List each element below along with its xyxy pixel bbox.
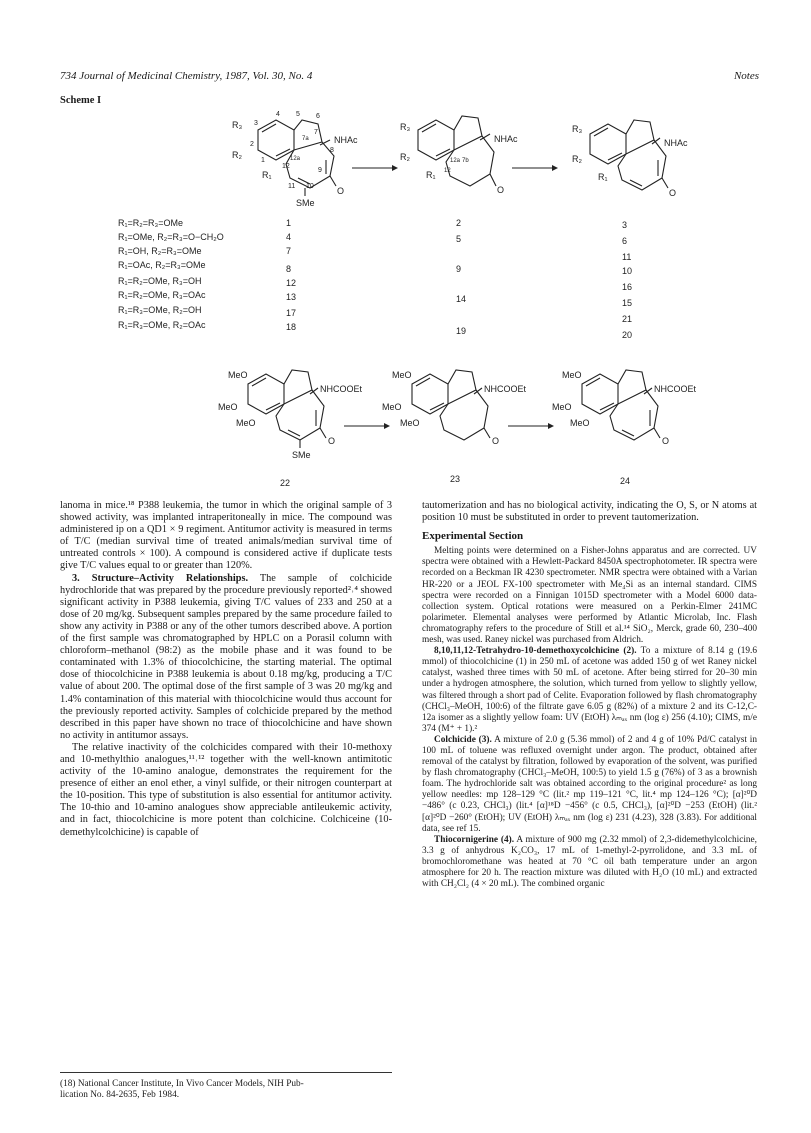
right-column xyxy=(422,500,757,890)
table-row-6-b: 14 xyxy=(456,294,467,304)
struct2-r2: R₂ xyxy=(400,152,410,162)
table-row-2-b: 5 xyxy=(456,234,462,244)
s22-o: O xyxy=(328,436,336,446)
struct1-nhac: NHAc xyxy=(334,135,358,145)
paragraph xyxy=(60,573,392,742)
paragraph-text: A mixture of 2.0 g (5.36 mmol) of 2 and 4 g of 10% Pd/C catalyst in 100 mL of toluene was refluxed overnight under argon. The product, obtained after removal of the catalyst by filtration, followed by evaporation of the solvent, was purified by flash chromatography (CHCl₃–MeOH, 100:5) to yield 1.5 g (76%) of 3 as a brownish foam. The hydrochloride salt was obtained according to the original procedure² as long yellow needles: mp 128–129 °C (lit.² mp 119–121 °C, lit.⁴ mp 124–126 °C); [α]²⁰D −486° (c 0.23, CHCl₃) (lit.⁴ [α]¹⁸D −456° (c 0.5, CHCl₃), [α]²⁰D −253 (EtOH) (lit.² [α]²⁰D −260° (EtOH); UV (EtOH) λₘₐₓ nm (log ε) 231 (4.23), 328 (3.83). For additional data, see ref 15. xyxy=(422,734,757,834)
paragraph-text: The sample of colchicide hydrochloride that was prepared by the procedure previously reported²˒⁴ showed significant activity in P388 leukemia, giving T/C values of 233 and 250 at a dose of 20 mg/kg. Subsequent samples prepared by the same procedure failed to show any activity in P388 or any of the other tumors described above. A portion of the first sample was chromatographed by HPLC on a Porasil column with chloroform–methanol (98:2) as the mobile phase and it was found to be contaminated with 1.3% of thiocolchicine, the starting material. The optimal dose of thiocolchicine in P388 leukemia is about 0.18 mg/kg, producing a T/C value of about 200. The optimal dose of the first sample of 3 was 20 mg/kg and 1.4% contamination of this material with thiocolchicine would thus account for the previously reported activity. Samples of colchicide prepared by the method described in this paper have shown no trace of thiocolchicine and have shown no activity in antitumor assays. xyxy=(60,572,393,741)
table-row-4-b: 9 xyxy=(456,264,462,274)
struct1-r1: R₁ xyxy=(262,170,272,180)
struct1-n11: 11 xyxy=(288,183,296,190)
compound-heading: Thiocornigerine (4). xyxy=(434,834,515,845)
table-row-2-c: 6 xyxy=(622,236,628,246)
table-row-1-c: 3 xyxy=(622,220,628,230)
s23-meo-1: MeO xyxy=(392,370,412,380)
s24-nhcooet: NHCOOEt xyxy=(654,384,697,394)
table-row-3-c: 11 xyxy=(622,252,632,262)
table-row-7-c: 21 xyxy=(622,314,633,324)
table-row-6-c: 15 xyxy=(622,298,633,308)
struct2-n7b: 7b xyxy=(462,158,469,164)
arrow-1-head xyxy=(392,165,398,171)
struct3-r3: R₃ xyxy=(572,124,583,134)
table-row-8-subst: R₁=R₃=OMe, R₂=OAc xyxy=(118,320,206,330)
struct2-r3: R₃ xyxy=(400,122,411,132)
struct1-n8: 8 xyxy=(330,147,334,154)
table-row-8-a: 18 xyxy=(286,322,297,332)
s22-nhcooet: NHCOOEt xyxy=(320,384,363,394)
struct1-n7a: 7a xyxy=(302,136,309,142)
s24-meo-2: MeO xyxy=(552,402,572,412)
struct2-nhac: NHAc xyxy=(494,134,518,144)
arrow-3-head xyxy=(384,423,390,429)
paragraph-text: A mixture of 900 mg (2.32 mmol) of 2,3-didemethylcolchicine, 3.3 g of anhydrous K₂CO₃, 17 mL of 1-methyl-2-pyrrolidone, and 3.3 mL of bromochloromethane was heated at 70 °C oil bath temperature under an argon atmosphere for 20 h. The reaction mixture was diluted with H₂O (10 mL) and extracted with CH₂Cl₂ (4 × 20 mL). The combined organic xyxy=(422,834,758,890)
paragraph: lanoma in mice.¹⁸ P388 leukemia, the tumor in which the original sample of 3 showed activity, was implanted intraperitoneally in mice. The compound was administered ip on a QD1 × 9 regiment. Antitumor activity is measured in terms of T/C (median survival time of treated animals/median survival time of untreated controls × 100). A compound is considered active if duplicate tests give T/C values equal to or greater than 120%. xyxy=(60,500,392,572)
table-row-2-a: 4 xyxy=(286,232,292,242)
table-row-3-subst: R₁=OH, R₂=R₃=OMe xyxy=(118,246,202,256)
struct2-o: O xyxy=(497,185,505,195)
s23-meo-3: MeO xyxy=(400,418,420,428)
table-row-7-subst: R₁=R₃=OMe, R₂=OH xyxy=(118,305,202,315)
table-row-5-c: 16 xyxy=(622,282,633,292)
table-row-1-b: 2 xyxy=(456,218,462,228)
table-row-8-c: 20 xyxy=(622,330,633,340)
struct1-n3: 3 xyxy=(254,120,258,127)
s24-number: 24 xyxy=(620,476,631,486)
arrow-4-head xyxy=(548,423,554,429)
struct1-n4: 4 xyxy=(276,111,280,118)
s22-sme: SMe xyxy=(292,450,311,460)
struct3-r1: R₁ xyxy=(598,172,608,182)
paragraph xyxy=(422,646,757,735)
struct1-n12a: 12a xyxy=(290,156,301,162)
s24-meo-1: MeO xyxy=(562,370,582,380)
compound-heading: Colchicide (3). xyxy=(434,734,492,745)
struct3-o: O xyxy=(669,188,677,198)
table-row-1-a: 1 xyxy=(286,218,292,228)
structure-24 xyxy=(582,370,660,440)
struct1-n5: 5 xyxy=(296,111,300,118)
table-row-4-subst: R₁=OAc, R₂=R₃=OMe xyxy=(118,260,206,270)
table-row-4-a: 8 xyxy=(286,264,292,274)
s22-number: 22 xyxy=(280,478,291,488)
struct1-sme: SMe xyxy=(296,198,315,208)
paragraph: Melting points were determined on a Fisher-Johns apparatus and are corrected. UV spectra were obtained with a Hewlett-Packard 8450A spectrophotometer. IR spectra were recorded on a Beckman IR 4230 spectrometer. NMR spectra were obtained with a Varian HR-220 or a JEOL FX-100 spectrometer with Me₄Si as an internal standard. CIMS spectra were recorded on a Finnigan 1015D spectrometer with a Model 6000 data-collection system. Optical rotations were measured on a Perkin-Elmer 241MC polarimeter. Elemental analyses were performed by Atlantic Microlab, Inc. Flash chromatography refers to the procedure of Still et al.¹⁴ SiO₂, Merck, grade 60, 230–400 mesh, was used. Raney nickel was purchased from Aldrich. xyxy=(422,546,757,646)
running-header-right: Notes xyxy=(733,70,759,82)
s23-number: 23 xyxy=(450,474,461,484)
table-row-5-a: 12 xyxy=(286,278,297,288)
struct1-n9: 9 xyxy=(318,167,322,174)
struct1-n1: 1 xyxy=(261,157,265,164)
footnote xyxy=(60,1072,392,1101)
table-row-8-b: 19 xyxy=(456,326,467,336)
s22-meo-1: MeO xyxy=(228,370,248,380)
s22-meo-3: MeO xyxy=(236,418,256,428)
footnote-line: lication No. 84-2635, Feb 1984. xyxy=(60,1090,180,1100)
struct1-n7: 7 xyxy=(314,129,318,136)
table-row-2-subst: R₁=OMe, R₂=R₃=O−CH₂O xyxy=(118,232,224,242)
s23-o: O xyxy=(492,436,500,446)
structure-23 xyxy=(412,370,490,440)
scheme-label: Scheme I xyxy=(60,95,102,106)
left-column xyxy=(60,500,392,839)
compound-table xyxy=(118,218,632,340)
struct1-n12: 12 xyxy=(282,163,290,170)
paragraph: The relative inactivity of the colchicides compared with their 10-methoxy and 10-methylthio analogues,¹¹˒¹² together with the well-known antimitotic activity of the 10-amino analogue, demonstrates the requirement for the presence of either an enol ether, a vinyl sulfide, or their nitrogen counterpart at the 10-position. This type of substitution is also essential for antitumor activity. The 10-thio and 10-amino analogues show appreciable antileukemic activity, and in fact, thiocolchicine is more potent than colchicine. Colchiceine (10-demethylcolchicine) is capable of xyxy=(60,741,392,838)
section-title: Experimental Section xyxy=(422,530,524,543)
scheme-figure xyxy=(0,0,811,495)
s23-nhcooet: NHCOOEt xyxy=(484,384,527,394)
s24-meo-3: MeO xyxy=(570,418,590,428)
table-row-1-subst: R₁=R₂=R₃=OMe xyxy=(118,218,183,228)
s24-o: O xyxy=(662,436,670,446)
table-row-3-a: 7 xyxy=(286,246,292,256)
table-row-6-subst: R₁=R₂=OMe, R₃=OAc xyxy=(118,290,206,300)
s23-meo-2: MeO xyxy=(382,402,402,412)
paragraph-text: To a mixture of 8.14 g (19.6 mmol) of thiocolchicine (1) in 250 mL of acetone was added 150 g of wet Raney nickel catalyst, washed three times with 50 mL of acetone. After being stirred for 20–30 min under a hydrogen atmosphere, the solution, which turned from yellow to slightly yellow, was filtered through a short pad of Celite. Evaporation followed by flash chromatography (CHCl₃–MeOH, 100:6) of the filtrate gave 6.05 g (82%) of a mixture 2 and its C-12,C-12a isomer as a slightly yellow foam: UV (EtOH) λₘₐₓ nm (log ε) 256 (4.10); CIMS, m/e 374 (M⁺ + 1).² xyxy=(422,646,757,734)
struct1-r3: R₃ xyxy=(232,120,243,130)
running-header-left: 734 Journal of Medicinal Chemistry, 1987, Vol. 30, No. 4 xyxy=(60,70,313,82)
struct1-r2: R₂ xyxy=(232,150,242,160)
struct1-o: O xyxy=(337,186,345,196)
paragraph: tautomerization and has no biological activity, indicating the O, S, or N atoms at position 10 must be substituted in order to prevent tautomerization. xyxy=(422,500,757,524)
table-row-5-subst: R₁=R₂=OMe, R₃=OH xyxy=(118,276,202,286)
struct3-nhac: NHAc xyxy=(664,138,688,148)
arrow-2-head xyxy=(552,165,558,171)
footnote-line: (18) National Cancer Institute, In Vivo Cancer Models, NIH Pub- xyxy=(60,1079,304,1089)
section-heading: 3. Structure–Activity Relationships. xyxy=(72,572,249,584)
struct1-n6: 6 xyxy=(316,113,320,120)
s22-meo-2: MeO xyxy=(218,402,238,412)
table-row-6-a: 13 xyxy=(286,292,297,302)
struct2-r1: R₁ xyxy=(426,170,436,180)
paragraph xyxy=(422,835,757,890)
compound-heading: 8,10,11,12-Tetrahydro-10-demethoxycolchicine (2). xyxy=(434,646,637,657)
struct2-n12: 12 xyxy=(444,168,451,174)
struct1-n2: 2 xyxy=(250,141,254,148)
table-row-4-c: 10 xyxy=(622,266,633,276)
table-row-7-a: 17 xyxy=(286,308,297,318)
struct2-n12a: 12a xyxy=(450,158,461,164)
struct3-r2: R₂ xyxy=(572,154,582,164)
paragraph xyxy=(422,735,757,835)
struct1-n10: 10 xyxy=(306,183,314,190)
structure-22 xyxy=(248,370,326,448)
